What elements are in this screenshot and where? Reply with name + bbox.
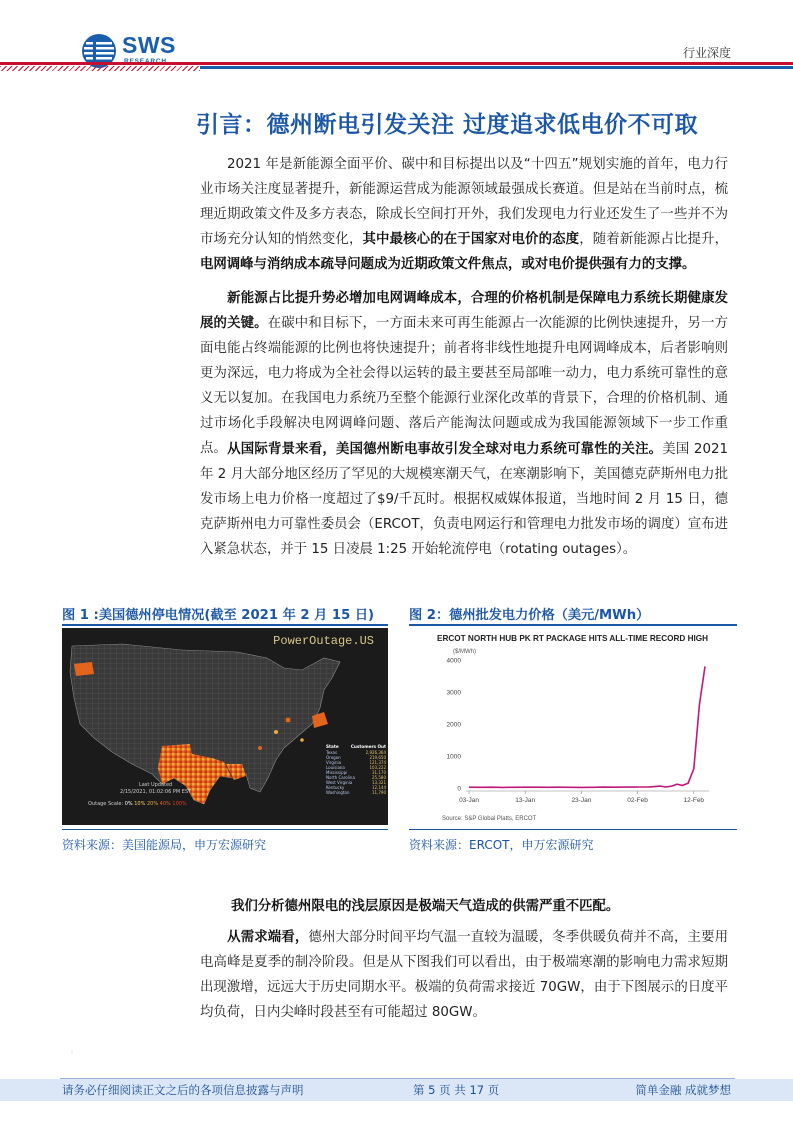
p1-bold-2: 电网调峰与消纳成本疏导问题成为近期政策文件焦点，或对电价提供强有力的支撑。 [200, 257, 696, 272]
price-chart [409, 628, 737, 825]
figure-2-title: 图 2：德州批发电力价格（美元/MWh） [409, 608, 650, 623]
figure-1-title: 图 1 :美国德州停电情况(截至 2021 年 2 月 15 日) [62, 608, 375, 623]
report-type-tag: 行业深度 [682, 46, 731, 60]
paragraph-1 [200, 152, 728, 277]
p1-text-2: ，随着新能源占比提升， [579, 232, 729, 247]
chart-title: ERCOT NORTH HUB PK RT PACKAGE HITS ALL-TIME RECORD HIGH [437, 634, 709, 643]
y-tick-label: 0 [457, 785, 461, 793]
table-row: Washington 11,790 [326, 790, 386, 795]
figure-2-source: 资料来源：ERCOT，申万宏源研究 [409, 838, 594, 852]
y-tick-label: 1000 [446, 753, 461, 761]
map-brand-label: PowerOutage.US [273, 634, 374, 648]
footer-disclaimer: 请务必仔细阅读正文之后的各项信息披露与声明 [62, 1083, 304, 1097]
table-row: Texas 2,926,364 [326, 750, 386, 755]
footer-page-number: 第 5 页 共 17 页 [413, 1083, 500, 1097]
table-row: Oregon 219,650 [326, 755, 386, 760]
x-tick-label: 03-Jan [459, 797, 479, 804]
p2-bold: 新能源占比提升势必增加电网调峰成本，合理的价格机制是保障电力系统长期健康发展的关键。 [200, 291, 728, 331]
logo-brand: SWS [122, 32, 176, 58]
x-tick-label: 02-Feb [627, 797, 648, 804]
footer-slogan: 简单金融 成就梦想 [635, 1083, 731, 1097]
table-row: Mississippi 31,170 [326, 770, 386, 775]
section-title: 引言：德州断电引发关注 过度追求低电价不可取 [196, 112, 699, 138]
p3-text: 美国 2021 年 2 月大部分地区经历了罕见的大规模寒潮天气，在寒潮影响下，美国德克萨斯州电力批发市场上电力价格一度超过了$9/千瓦时。根据权威媒体报道，当地时间 2 月 15 日，德克萨斯州电力可靠性委员会（ERCOT，负责电网运行和管理电力批发市场的调度）宣布进入紧急状态，并于 15 日凌晨 1:25 开始轮流停电（rotating outages）。 [200, 442, 728, 557]
table-row: West Virginia 13,321 [326, 780, 386, 785]
figure-1-source: 资料来源：美国能源局，申万宏源研究 [62, 838, 267, 852]
y-tick-label: 4000 [446, 657, 461, 665]
y-tick-label: 2000 [446, 721, 461, 729]
p1-text: 2021 年是新能源全面平价、碳中和目标提出以及“十四五”规划实施的首年，电力行业市场关注度显著提升，新能源运营成为能源领域最强成长赛道。但是站在当前时点，梳理近期政策文件及多方表态，除成长空间打开外，我们发现电力行业还发生了一些并不为市场充分认知的悄然变化， [200, 157, 728, 247]
p2-text: 在碳中和目标下，一方面未来可再生能源占一次能源的比例快速提升，另一方面电能占终端能源的比例也将快速提升；前者将非线性地提升电网调峰成本，后者影响则更为深远，电力将成为全社会得以运转的最主要甚至局部唯一动力，电力系统可靠性的意义无以复加。在我国电力系统乃至整个能源行业深化改革的背景下，合理的价格机制、通过市场化手段解决电网调峰问题、落后产能淘汰问题或成为我国能源领域下一步工作重点。 [200, 316, 729, 456]
x-tick-label: 23-Jan [571, 797, 592, 804]
header-divider-blue [200, 66, 793, 69]
paragraph-3 [200, 437, 728, 562]
chart-source-note: Source: S&P Global Platts, ERCOT [442, 816, 537, 822]
p4-text: 德州大部分时间平均气温一直较为温暖，冬季供暖负荷并不高，主要用电高峰是夏季的制冷阶段。但是从下图我们可以看出，由于极端寒潮的影响电力需求短期出现激增，远远大于历史同期水平。极端的负荷需求接近 70GW，由于下图展示的日度平均负荷，日内尖峰时段甚至有可能超过 80GW。 [200, 930, 729, 1020]
us-outage-map-graphic [62, 628, 388, 825]
figure-1-source-rule [62, 829, 388, 830]
table-row: Virginia 121,374 [326, 760, 386, 765]
page-mark: ◦ [70, 1049, 75, 1057]
header-divider-red [0, 62, 793, 65]
p3-bold: 从国际背景来看，美国德州断电事故引发全球对电力系统可靠性的关注。 [227, 442, 663, 457]
price-chart-svg [409, 628, 737, 825]
figure-1-title-rule [62, 624, 388, 626]
outage-scale-legend: Outage Scale: 0% 10% 20% 40% 100% [88, 801, 187, 807]
outage-map [62, 628, 388, 825]
paragraph-2 [200, 286, 728, 461]
chart-ylabel: ($/MWh) [453, 649, 476, 655]
y-tick-label: 3000 [446, 689, 461, 697]
p4-bold: 从需求端看， [227, 930, 309, 945]
header-customers-out: Customers Out [350, 744, 386, 749]
x-tick-label: 12-Feb [683, 797, 705, 804]
table-row: North Carolina 25,580 [326, 775, 386, 780]
x-tick-label: 13-Jan [515, 797, 536, 804]
header-hatch [0, 66, 200, 71]
figure-2-title-rule [409, 624, 737, 626]
p1-bold-1: 其中最核心的在于国家对电价的态度 [362, 232, 580, 247]
paragraph-4 [200, 925, 728, 1025]
outage-table [326, 744, 386, 795]
price-series-line [469, 666, 705, 787]
summary-line: 我们分析德州限电的浅层原因是极端天气造成的供需严重不匹配。 [231, 899, 620, 914]
table-row: Louisiana 103,222 [326, 765, 386, 770]
header-state: State [326, 744, 339, 749]
figure-2-source-rule [409, 829, 737, 830]
table-row: Kentucky 12,144 [326, 785, 386, 790]
map-last-updated: Last Updated 2/15/2021, 01:02:06 PM EST [120, 782, 192, 795]
